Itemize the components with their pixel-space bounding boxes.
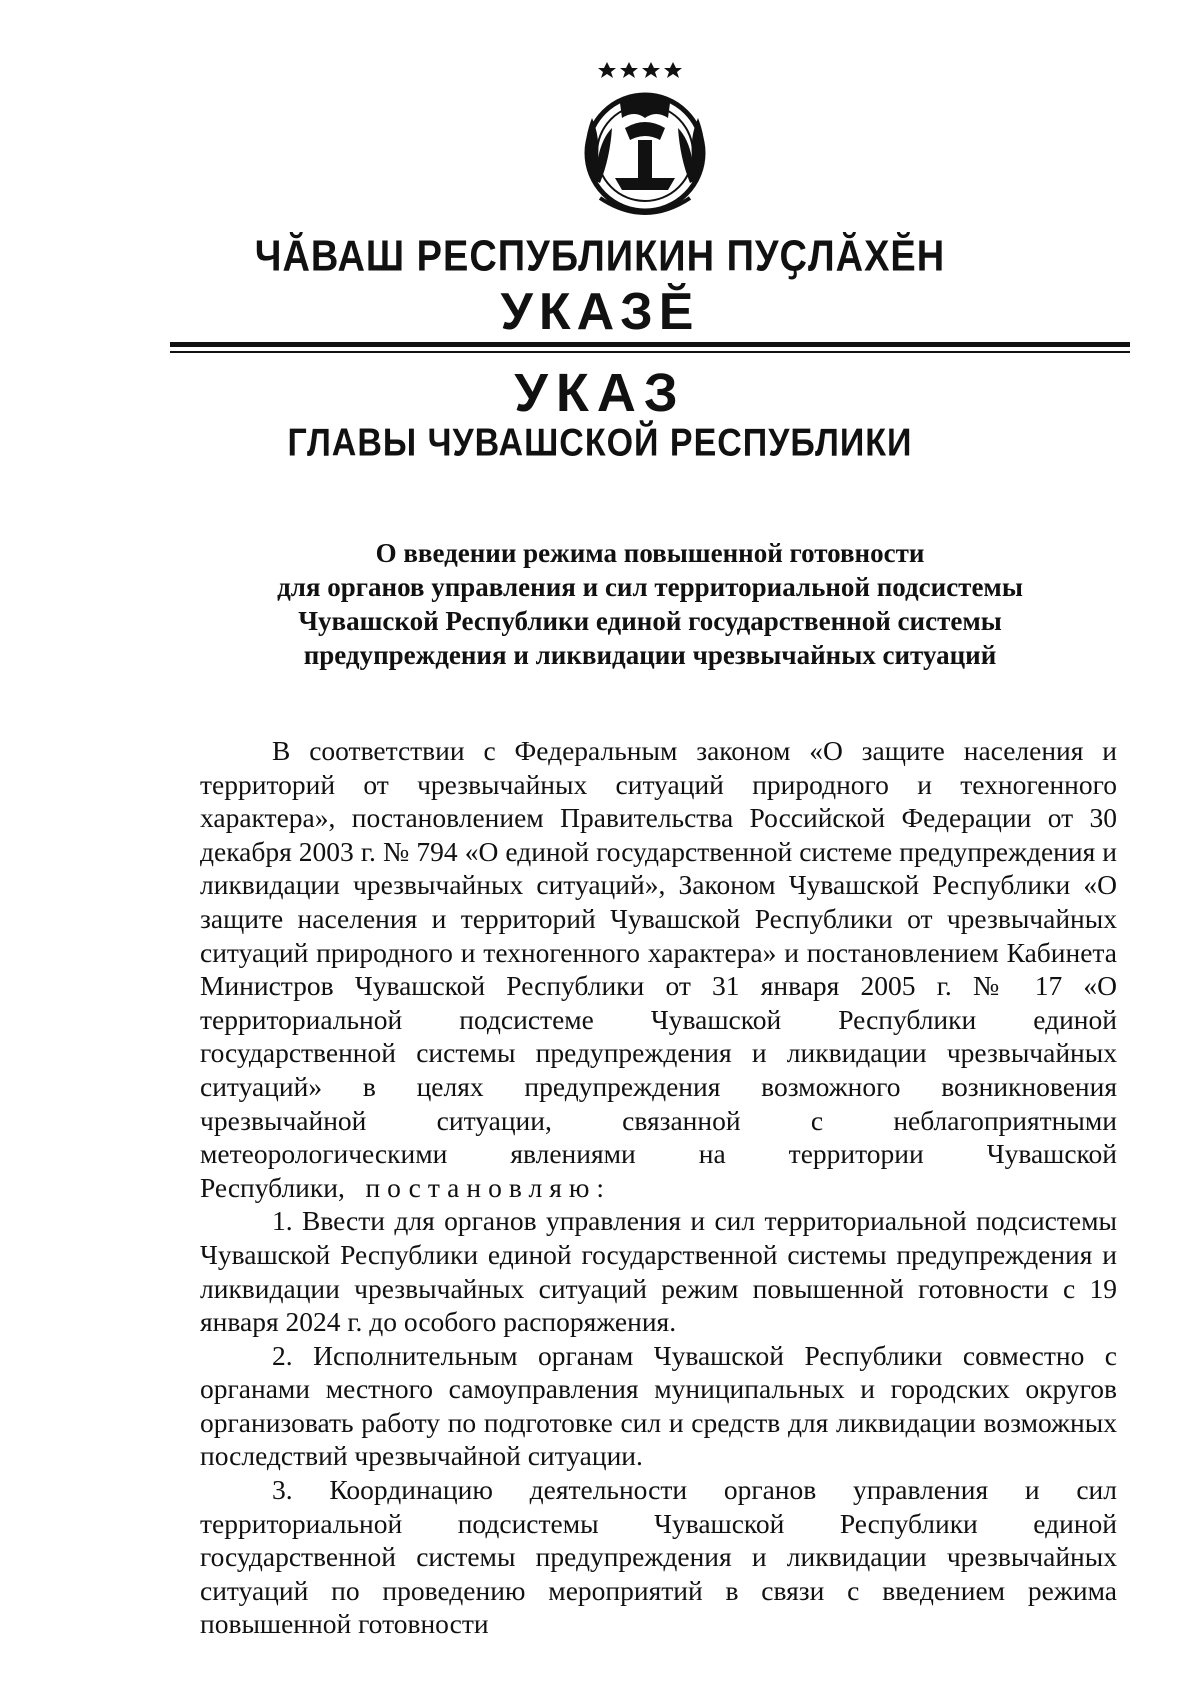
coat-of-arms-of-chuvashia-icon (560, 58, 730, 220)
preamble-paragraph (200, 734, 1117, 1204)
decree-item: 1. Ввести для органов управления и сил территориальной подсистемы Чувашской Республики единой государственной системы предупреждения и ликвидации чрезвычайных ситуаций режим повышенной готовности с 19 января 2024 г. до особого распоряжения. (200, 1205, 1117, 1338)
chuvash-issuer-title: ЧӐВАШ РЕСПУБЛИКИН ПУҪЛӐХӖН (254, 232, 946, 282)
document-title-line: предупреждения и ликвидации чрезвычайных ситуаций (303, 640, 997, 670)
document-title-line: О введении режима повышенной готовности (375, 538, 925, 568)
preamble-text: В соответствии с Федеральным законом «О защите населения и территорий от чрезвычайных ситуаций природного и техногенного характера», постановлением Правительства Российской Федерации от 30 декабря 2003 г. № 794 «О единой государственной системе предупреждения и ликвидации чрезвычайных ситуаций», Законом Чувашской Республики «О защите населения и территорий Чувашской Республики от чрезвычайных ситуаций природного и техногенного характера» и постановлением Кабинета Министров Чувашской Республики от 31 января 2005 г. № 17 «О территориальной подсистеме Чувашской Республики единой государственной системы предупреждения и ликвидации чрезвычайных ситуаций» в целях предупреждения возможного возникновения чрезвычайной ситуации, связанной с неблагоприятными метеорологическими явлениями на территории Чувашской Республики, (200, 735, 1117, 1203)
decree-word: постановляю: (365, 1171, 612, 1203)
document-title-line: Чувашской Республики единой государственной системы (298, 606, 1002, 636)
decree-item: 2. Исполнительным органам Чувашской Республики совместно с органами местного самоуправления муниципальных и городских округов организовать работу по подготовке сил и средств для ликвидации возможных последствий чрезвычайной ситуации. (200, 1339, 1117, 1472)
decree-item: 3. Координацию деятельности органов управления и сил территориальной подсистемы Чувашской Республики единой государственной системы предупреждения и ликвидации чрезвычайных ситуаций по проведению мероприятий в связи с введением режима повышенной готовности (200, 1474, 1117, 1640)
header-divider-thin (170, 351, 1130, 353)
document-title-line: для органов управления и сил территориальной подсистемы (277, 572, 1023, 602)
document-title (200, 536, 1100, 672)
document-body (200, 734, 1117, 1641)
russian-issuer-title: ГЛАВЫ ЧУВАШСКОЙ РЕСПУБЛИКИ (287, 421, 913, 465)
chuvash-document-type: УКАЗӖ (500, 283, 700, 341)
russian-document-type: УКАЗ (514, 363, 686, 423)
header-divider-thick (170, 342, 1130, 347)
